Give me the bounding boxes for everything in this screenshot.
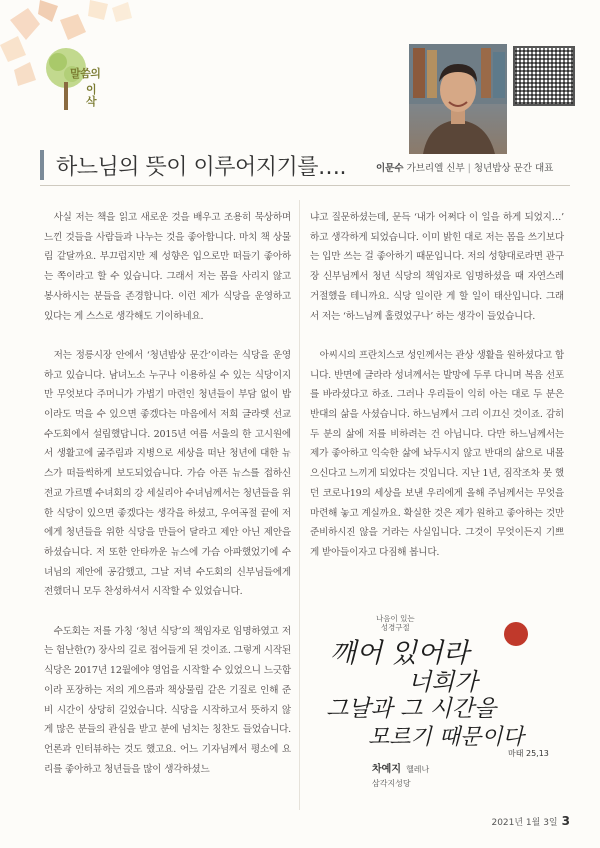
logo-word-top: 말씀의 xyxy=(70,67,101,80)
calligraphy-line-2: 너희가 xyxy=(408,668,478,696)
paragraph: 수도회는 저를 가칭 ‘청년 식당’의 책임자로 임명하였고 저는 험난한(?) 장사의 길로 접어들게 된 것이죠. 그렇게 시작된 식당은 2017년 12월에야 영업을 시작할 수 있었으니 느긋함이라 포장하는 저의 게으름과 책상물림 같은 기질로 인해 준비 시간이 상당히 길었습니다. 식당을 시작하고서 뜻하지 않게 많은 분들의 관심을 받고 분에 넘치는 칭찬도 들었습니다. 언론과 인터뷰하는 것도 했고요. 어느 기자님께서 평소에 요리를 좋아하고 청년들을 많이 생각하셨느 xyxy=(44,625,291,775)
logo-word-bottom: 이삭 xyxy=(86,83,97,108)
author-photo xyxy=(409,44,507,154)
title-accent-bar xyxy=(40,150,44,180)
page-number: 3 xyxy=(561,814,570,828)
calligraphy-artwork xyxy=(318,604,566,764)
author-name: 이문수 xyxy=(376,163,404,174)
author-byline: 이문수 가브리엘 신부 | 청년밥상 문간 대표 xyxy=(376,163,554,174)
calligraphy-line-1: 깨어 있어라 xyxy=(330,638,469,669)
page-footer xyxy=(491,814,570,828)
article-title: 하느님의 뜻이 이루어지기를…. xyxy=(56,155,347,180)
column-logo xyxy=(44,46,104,116)
calligraphy-reference: 마태 25,13 xyxy=(508,749,549,758)
paragraph: 냐고 질문하셨는데, 문득 ‘내가 어쩌다 이 일을 하게 되었지…’ 하고 생각하게 되었습니다. 이미 밝힌 대로 저는 몸을 쓰기보다는 입만 쓰는 걸 좋아하기 때문입니다. 저의 성향대로라면 관구장 신부님께서 청년 식당의 책임자로 임명하셨을 때 자연스레 거절했을 테니까요. 식당 일이란 게 할 일이 태산입니다. 그래서 저는 ‘하느님께 홀렸었구나’ 하는 생각이 들었습니다. xyxy=(310,212,564,322)
calligraphy-caption: 나음이 있는 성경구절 xyxy=(376,614,415,632)
article-left-column xyxy=(44,208,291,799)
paragraph: 저는 정릉시장 안에서 ‘청년밥상 문간’이라는 식당을 운영하고 있습니다. 남녀노소 누구나 이용하실 수 있는 식당이지만 무엇보다 주머니가 가볍기 마련인 청년들이 부담 없이 밥이라도 먹을 수 있으면 좋겠다는 마음에서 저희 글라렛 선교 수도회에서 설립했답니다. 2015년 여름 서울의 한 고시원에서 생활고에 굶주림과 지병으로 세상을 떠난 청년에 대한 뉴스가 떠들썩하게 보도되었습니다. 가슴 아픈 뉴스를 접하신 전교 가르멜 수녀회의 강 세실리아 수녀님께서는 청년들을 위한 식당이 있으면 좋겠다는 생각을 하셨고, 우여곡절 끝에 저에게 청년들을 위한 식당을 만들어 달라고 제안 아닌 제안을 하셨습니다. 저 또한 안타까운 뉴스에 가슴 아파했었기에 수녀님의 제안에 공감했고, 그날 저녁 수도회의 신부님들에게 전했더니 모두 찬성하셔서 시작할 수 있었습니다. xyxy=(44,349,291,598)
header-divider xyxy=(40,185,570,186)
issue-date: 2021년 1월 3일 xyxy=(491,818,558,828)
qr-code[interactable] xyxy=(513,46,575,106)
calligraphy-author xyxy=(372,757,429,789)
paragraph: 사실 저는 책을 읽고 새로운 것을 배우고 조용히 묵상하며 느낀 것들을 사람들과 나누는 것을 좋아합니다. 마치 책 상물림 같달까요. 부끄럽지만 제 성향은 입으로만 떠들기 좋아하는 쪽이라고 할 수 있습니다. 그래서 저는 몸을 사리지 않고 봉사하시는 분들을 존경합니다. 이런 제가 식당을 운영하고 있다는 게 스스로 생각해도 기이하네요. xyxy=(44,212,291,322)
author-role: 가브리엘 신부 xyxy=(406,163,465,174)
calligrapher-name: 차예지 xyxy=(372,764,401,775)
author-org: 청년밥상 문간 대표 xyxy=(473,163,554,174)
red-seal-stamp xyxy=(504,622,528,646)
calligraphy-line-3: 그날과 그 시간을 xyxy=(326,696,497,722)
calligrapher-org: 삼각지성당 xyxy=(372,779,411,788)
column-divider xyxy=(299,200,300,810)
paragraph: 아씨시의 프란치스코 성인께서는 관상 생활을 원하셨다고 합니다. 반면에 글라라 성녀께서는 발망에 두루 다니며 복음 선포를 바라셨다고 하죠. 그러나 우리들이 익히 아는 대로 두 분은 반대의 삶을 사셨습니다. 하느님께서 그리 이끄신 것이죠. 감히 두 분의 삶에 저를 비하려는 건 아닙니다. 다만 하느님께서는 제가 좋아하고 익숙한 삶에 놔두시지 않고 반대의 삶으로 내몰으신다고 느끼게 되었다는 것입니다. 지난 1년, 짐작조차 못 했던 코로나19의 세상을 보낸 우리에게 올해 주님께서는 무엇을 마련해 놓고 계실까요. 확실한 것은 제가 원하고 좋아하는 것만 준비하시진 않을 거라는 사실입니다. 그것이 무엇이든지 기쁘게 받아들이자고 다짐해 봅니다. xyxy=(310,349,564,558)
article-right-column xyxy=(310,208,564,582)
calligrapher-title: 헬레나 xyxy=(406,765,430,774)
calligraphy-line-4: 모르기 때문이다 xyxy=(368,725,524,750)
